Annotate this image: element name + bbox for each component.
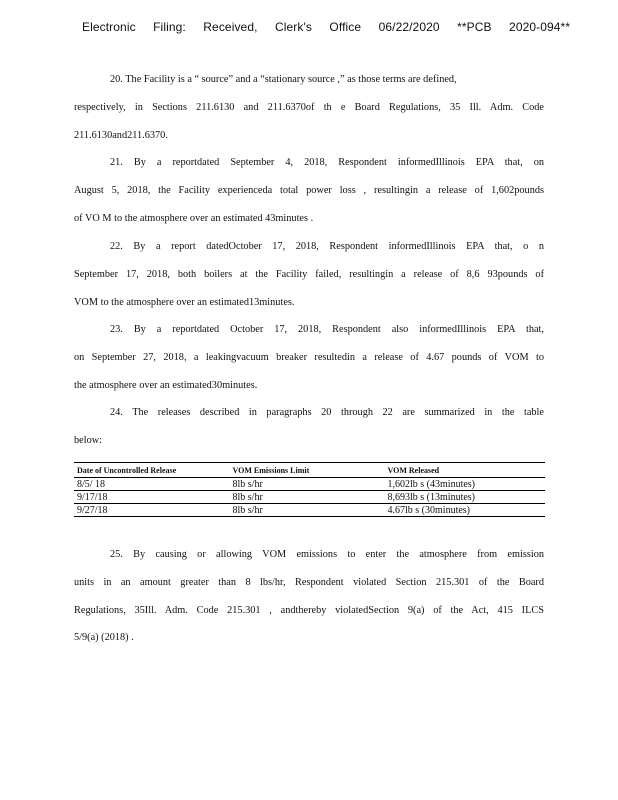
paragraph-25-line-1: 25. By causing or allowing VOM emissions to enter the atmosphere from emission bbox=[110, 549, 544, 560]
header-date: 06/22/2020 bbox=[378, 20, 440, 34]
paragraph-20 bbox=[74, 66, 544, 149]
header-office: Office bbox=[329, 20, 362, 34]
paragraph-23 bbox=[74, 316, 544, 399]
paragraph-23-line-1: 23. By a reportdated October 17, 2018, Respondent also informedIllinois EPA that, bbox=[110, 324, 544, 335]
table-header-row bbox=[74, 463, 545, 478]
paragraph-24 bbox=[74, 399, 544, 455]
paragraph-20-line-3: 211.6130and211.6370. bbox=[74, 129, 168, 141]
paragraph-24-line-2: below: bbox=[74, 434, 103, 446]
header-electronic: Electronic bbox=[82, 20, 136, 34]
paragraph-20-line-2: respectively, in Sections 211.6130 and 211.6370of th e Board Regulations, 35 Ill. Adm. Code bbox=[74, 101, 544, 113]
paragraph-22-line-2: September 17, 2018, both boilers at the Facility failed, resultingin a release of 8,6 93pounds of bbox=[74, 268, 544, 280]
column-header-limit: VOM Emissions Limit bbox=[232, 466, 310, 475]
header-clerks: Clerk's bbox=[274, 20, 312, 34]
paragraph-25-line-3: Regulations, 35Ill. Adm. Code 215.301 , andthereby violatedSection 9(a) of the Act, 415 ILCS bbox=[74, 604, 544, 616]
cell-released: 8,693lb s (13minutes) bbox=[387, 491, 476, 503]
cell-date: 9/17/18 bbox=[77, 491, 108, 503]
paragraph-25-line-4: 5/9(a) (2018) . bbox=[74, 632, 134, 644]
paragraph-22-line-3: VOM to the atmosphere over an estimated13minutes. bbox=[74, 296, 295, 308]
cell-released: 4.67lb s (30minutes) bbox=[387, 504, 471, 516]
header-case-number: 2020-094** bbox=[509, 20, 571, 34]
column-header-date: Date of Uncontrolled Release bbox=[77, 466, 177, 475]
paragraph-25-line-2: units in an amount greater than 8 lbs/hr, Respondent violated Section 215.301 of the Board bbox=[74, 576, 544, 588]
table-row bbox=[74, 491, 545, 504]
column-header-released: VOM Released bbox=[387, 466, 440, 475]
paragraph-22-line-1: 22. By a report datedOctober 17, 2018, Respondent informedIllinois EPA that, o n bbox=[110, 241, 544, 252]
table-row bbox=[74, 504, 545, 517]
paragraph-21 bbox=[74, 149, 544, 232]
cell-date: 8/5/ 18 bbox=[77, 478, 106, 490]
header-received: Received, bbox=[203, 20, 258, 34]
paragraph-23-line-2: on September 27, 2018, a leakingvacuum breaker resultedin a release of 4.67 pounds of VOM to bbox=[74, 351, 544, 363]
cell-limit: 8lb s/hr bbox=[232, 504, 263, 516]
paragraph-20-line-1: 20. The Facility is a “ source” and a “stationary source ,” as those terms are defined, bbox=[110, 74, 457, 85]
cell-limit: 8lb s/hr bbox=[232, 491, 263, 503]
paragraph-21-line-1: 21. By a reportdated September 4, 2018, Respondent informedIllinois EPA that, on bbox=[110, 157, 544, 168]
paragraph-25 bbox=[74, 541, 544, 652]
cell-date: 9/27/18 bbox=[77, 504, 108, 516]
table-row bbox=[74, 478, 545, 491]
header-filing: Filing: bbox=[153, 20, 186, 34]
paragraph-21-line-2: August 5, 2018, the Facility experienceda total power loss , resultingin a release of 1,602pounds bbox=[74, 184, 544, 196]
paragraph-24-line-1: 24. The releases described in paragraphs 20 through 22 are summarized in the table bbox=[110, 407, 544, 418]
paragraph-23-line-3: the atmosphere over an estimated30minutes. bbox=[74, 379, 258, 391]
cell-limit: 8lb s/hr bbox=[232, 478, 263, 490]
paragraph-21-line-3: of VO M to the atmosphere over an estimated 43minutes . bbox=[74, 212, 314, 224]
header-pcb: **PCB bbox=[457, 20, 492, 34]
document-header bbox=[82, 20, 584, 34]
cell-released: 1,602lb s (43minutes) bbox=[387, 478, 476, 490]
paragraph-22 bbox=[74, 233, 544, 316]
releases-table bbox=[74, 462, 545, 517]
